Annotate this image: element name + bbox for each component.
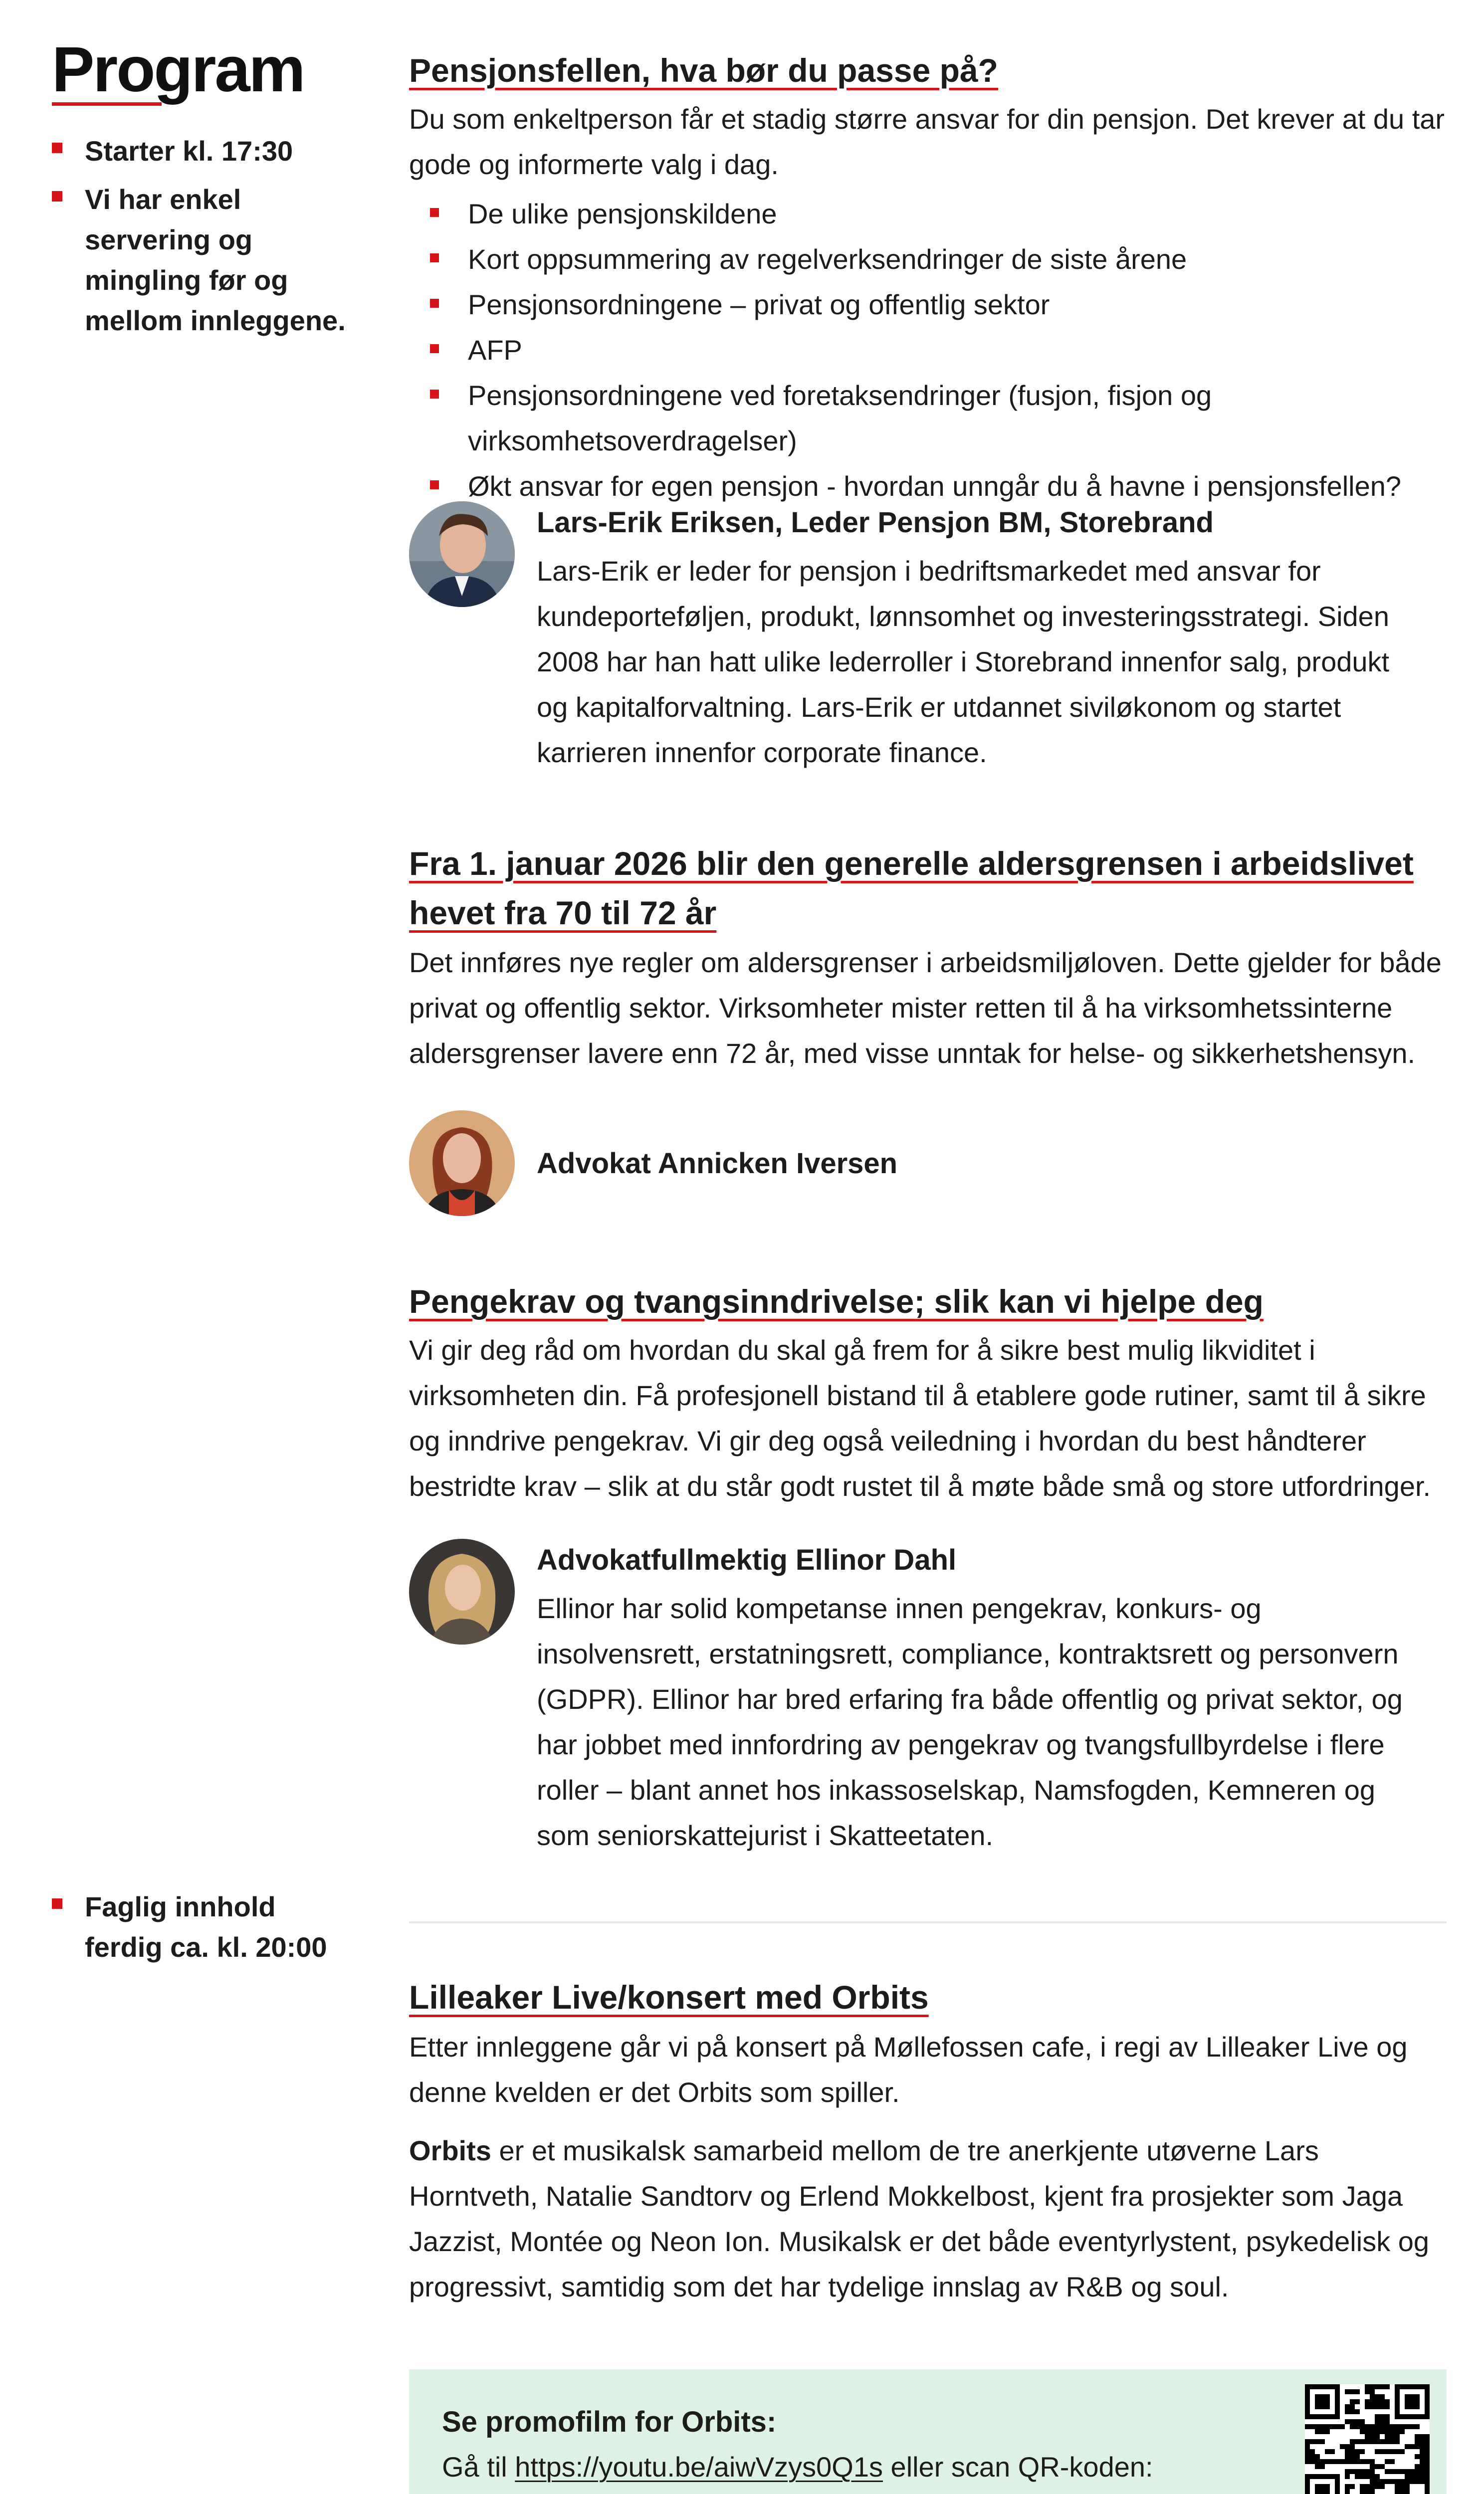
speaker-name-iversen: Advokat Annicken Iversen <box>537 1147 898 1180</box>
speaker-bio: Lars-Erik er leder for pensjon i bedriftsmarkedet med ansvar for kundeporteføljen, produkt, lønnsomhet og investeringsstrategi. Siden 2008 har han hatt ulike lederroller i Storebrand innenfor salg, produkt og kapitalforvaltning. Lars-Erik er utdannet siviløkonom og startet karrieren innenfor corporate finance. <box>537 555 1390 768</box>
speaker-bio: Ellinor har solid kompetanse innen pengekrav, konkurs- og insolvensrett, erstatningsrett, compliance, kontraktsrett og personvern (GDPR). Ellinor har bred erfaring fra både offentlig og privat sektor, og har jobbet med innfordring av pengekrav og tvangsfullbyrdelse i flere roller – blant annet hos inkassoselskap, Namsfogden, Kemneren og som seniorskattejurist i Skatteetaten. <box>537 1593 1403 1851</box>
section-debt-heading: Pengekrav og tvangsinndrivelse; slik kan vi hjelpe deg <box>409 1283 1264 1320</box>
speaker-dahl <box>537 1537 1435 1858</box>
speaker-photo-dahl <box>409 1539 515 1645</box>
section-pension <box>409 46 1447 509</box>
list-item: Pensjonsordningene – privat og offentlig sektor <box>409 282 1447 327</box>
pension-bullet-list <box>409 191 1447 509</box>
list-item: De ulike pensjonskildene <box>409 191 1447 236</box>
list-item: Kort oppsummering av regelverksendringer de siste årene <box>409 236 1447 282</box>
sidebar-item-start: Starter kl. 17:30 <box>52 131 371 171</box>
speaker-photo-eriksen <box>409 501 515 607</box>
section-concert <box>409 1973 1447 2309</box>
list-item: Pensjonsordningene ved foretaksendringer (fusjon, fisjon og virksomhetsoverdragelser) <box>409 373 1447 463</box>
section-pension-heading: Pensjonsfellen, hva bør du passe på? <box>409 52 998 89</box>
sidebar-list <box>52 131 371 349</box>
promo-box <box>409 2369 1447 2494</box>
qr-code-icon[interactable] <box>1305 2384 1430 2494</box>
section-concert-heading: Lilleaker Live/konsert med Orbits <box>409 1979 929 2016</box>
speaker-name: Lars-Erik Eriksen, Leder Pensjon BM, Storebrand <box>537 506 1214 539</box>
sidebar-item-end: Faglig innhold ferdig ca. kl. 20:00 <box>52 1886 351 1967</box>
list-item: AFP <box>409 327 1447 373</box>
speaker-name: Advokatfullmektig Ellinor Dahl <box>537 1544 957 1576</box>
divider <box>409 1921 1447 1923</box>
sidebar-end-list <box>52 1886 351 1975</box>
promo-title: Se promofilm for Orbits: <box>442 2406 777 2438</box>
speaker-eriksen <box>537 500 1435 775</box>
promo-link[interactable]: https://youtu.be/aiwVzys0Q1s <box>515 2451 883 2483</box>
speaker-photo-iversen <box>409 1110 515 1216</box>
orbits-description: er et musikalsk samarbeid mellom de tre anerkjente utøverne Lars Horntveth, Natalie Sandtorv og Erlend Mokkelbost, kjent fra prosjekter som Jaga Jazzist, Montée og Neon Ion. Musikalsk er det både eventyrlystent, psykedelisk og progressivt, samtidig som det har tydelige innslag av R&B og soul. <box>409 2135 1430 2302</box>
list-item: Økt ansvar for egen pensjon - hvordan unngår du å havne i pensjonsfellen? <box>409 463 1447 509</box>
promo-prefix: Gå til <box>442 2451 515 2483</box>
promo-line <box>442 2444 1153 2490</box>
program-title: Program <box>52 34 304 105</box>
orbits-name: Orbits <box>409 2135 491 2166</box>
section-pension-intro: Du som enkeltperson får et stadig større ansvar for din pensjon. Det krever at du tar gode og informerte valg i dag. <box>409 103 1445 180</box>
section-debt-body: Vi gir deg råd om hvordan du skal gå frem for å sikre best mulig likviditet i virksomheten din. Få profesjonell bistand til å etablere gode rutiner, samt til å sikre og inndrive pengekrav. Vi gir deg også veiledning i hvordan du best håndterer bestridte krav – slik at du står godt rustet til å møte både små og store utfordringer. <box>409 1334 1431 1502</box>
section-age-limit-heading: Fra 1. januar 2026 blir den generelle aldersgrensen i arbeidslivet hevet fra 70 til 72 år <box>409 845 1414 931</box>
sidebar-item-serving: Vi har enkel servering og mingling før og mellom innleggene. <box>52 179 371 341</box>
section-concert-orbits <box>409 2128 1447 2309</box>
promo-suffix: eller scan QR-koden: <box>882 2451 1153 2483</box>
section-debt <box>409 1277 1447 1509</box>
section-concert-intro: Etter innleggene går vi på konsert på Møllefossen cafe, i regi av Lilleaker Live og denne kvelden er det Orbits som spiller. <box>409 2031 1408 2108</box>
section-age-limit <box>409 839 1447 1076</box>
section-age-limit-body: Det innføres nye regler om aldersgrenser i arbeidsmiljøloven. Dette gjelder for både privat og offentlig sektor. Virksomheter mister retten til å ha virksomhetssinterne aldersgrenser lavere enn 72 år, med visse unntak for helse- og sikkerhetshensyn. <box>409 947 1442 1069</box>
